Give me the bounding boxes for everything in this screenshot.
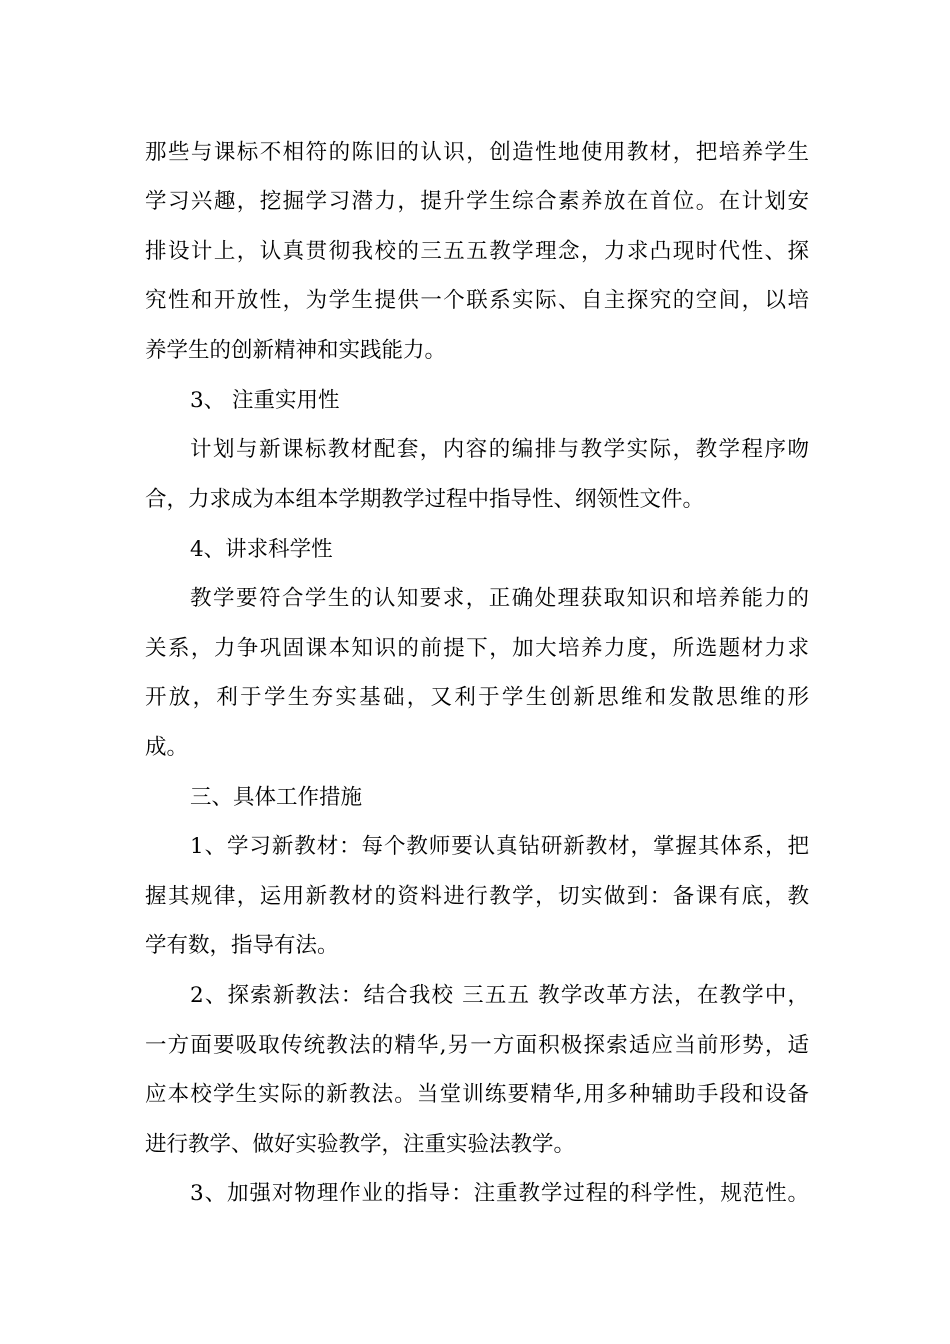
paragraph-line: 合，力求成为本组本学期教学过程中指导性、纲领性文件。 bbox=[145, 487, 705, 512]
paragraph-line: 1、学习新教材：每个教师要认真钻研新教材，掌握其体系，把 bbox=[190, 834, 809, 859]
paragraph-line: 开放，利于学生夯实基础，又利于学生创新思维和发散思维的形 bbox=[145, 685, 809, 710]
paragraph-line: 一方面要吸取传统教法的精华,另一方面积极探索适应当前形势，适 bbox=[145, 1033, 809, 1058]
paragraph-line: 关系，力争巩固课本知识的前提下，加大培养力度，所选题材力求 bbox=[145, 636, 809, 661]
paragraph-line: 究性和开放性，为学生提供一个联系实际、自主探究的空间，以培 bbox=[145, 288, 809, 313]
paragraph-line: 学习兴趣，挖掘学习潜力，提升学生综合素养放在首位。在计划安 bbox=[145, 189, 809, 214]
paragraph-line: 握其规律，运用新教材的资料进行教学，切实做到：备课有底，教 bbox=[145, 884, 809, 909]
paragraph-line: 学有数，指导有法。 bbox=[145, 933, 339, 958]
paragraph-line: 排设计上，认真贯彻我校的三五五教学理念，力求凸现时代性、探 bbox=[145, 239, 809, 264]
paragraph-line: 2、探索新教法：结合我校 三五五 教学改革方法，在教学中， bbox=[190, 983, 809, 1008]
paragraph-line: 应本校学生实际的新教法。当堂训练要精华,用多种辅助手段和设备 bbox=[145, 1082, 809, 1107]
paragraph-line: 养学生的创新精神和实践能力。 bbox=[145, 338, 447, 363]
paragraph-line: 那些与课标不相符的陈旧的认识，创造性地使用教材，把培养学生 bbox=[145, 140, 809, 165]
section-heading-scientific: 4、讲求科学性 bbox=[190, 537, 333, 562]
paragraph-line: 3、加强对物理作业的指导：注重教学过程的科学性，规范性。 bbox=[190, 1181, 809, 1206]
paragraph-line: 教学要符合学生的认知要求，正确处理获取知识和培养能力的 bbox=[190, 586, 809, 611]
paragraph-line: 成。 bbox=[145, 735, 189, 760]
section-heading-measures: 三、具体工作措施 bbox=[190, 785, 363, 810]
paragraph-line: 计划与新课标教材配套，内容的编排与教学实际，教学程序吻 bbox=[190, 437, 809, 462]
paragraph-line: 进行教学、做好实验教学，注重实验法教学。 bbox=[145, 1132, 576, 1157]
section-heading-practicality: 3、 注重实用性 bbox=[190, 388, 340, 413]
